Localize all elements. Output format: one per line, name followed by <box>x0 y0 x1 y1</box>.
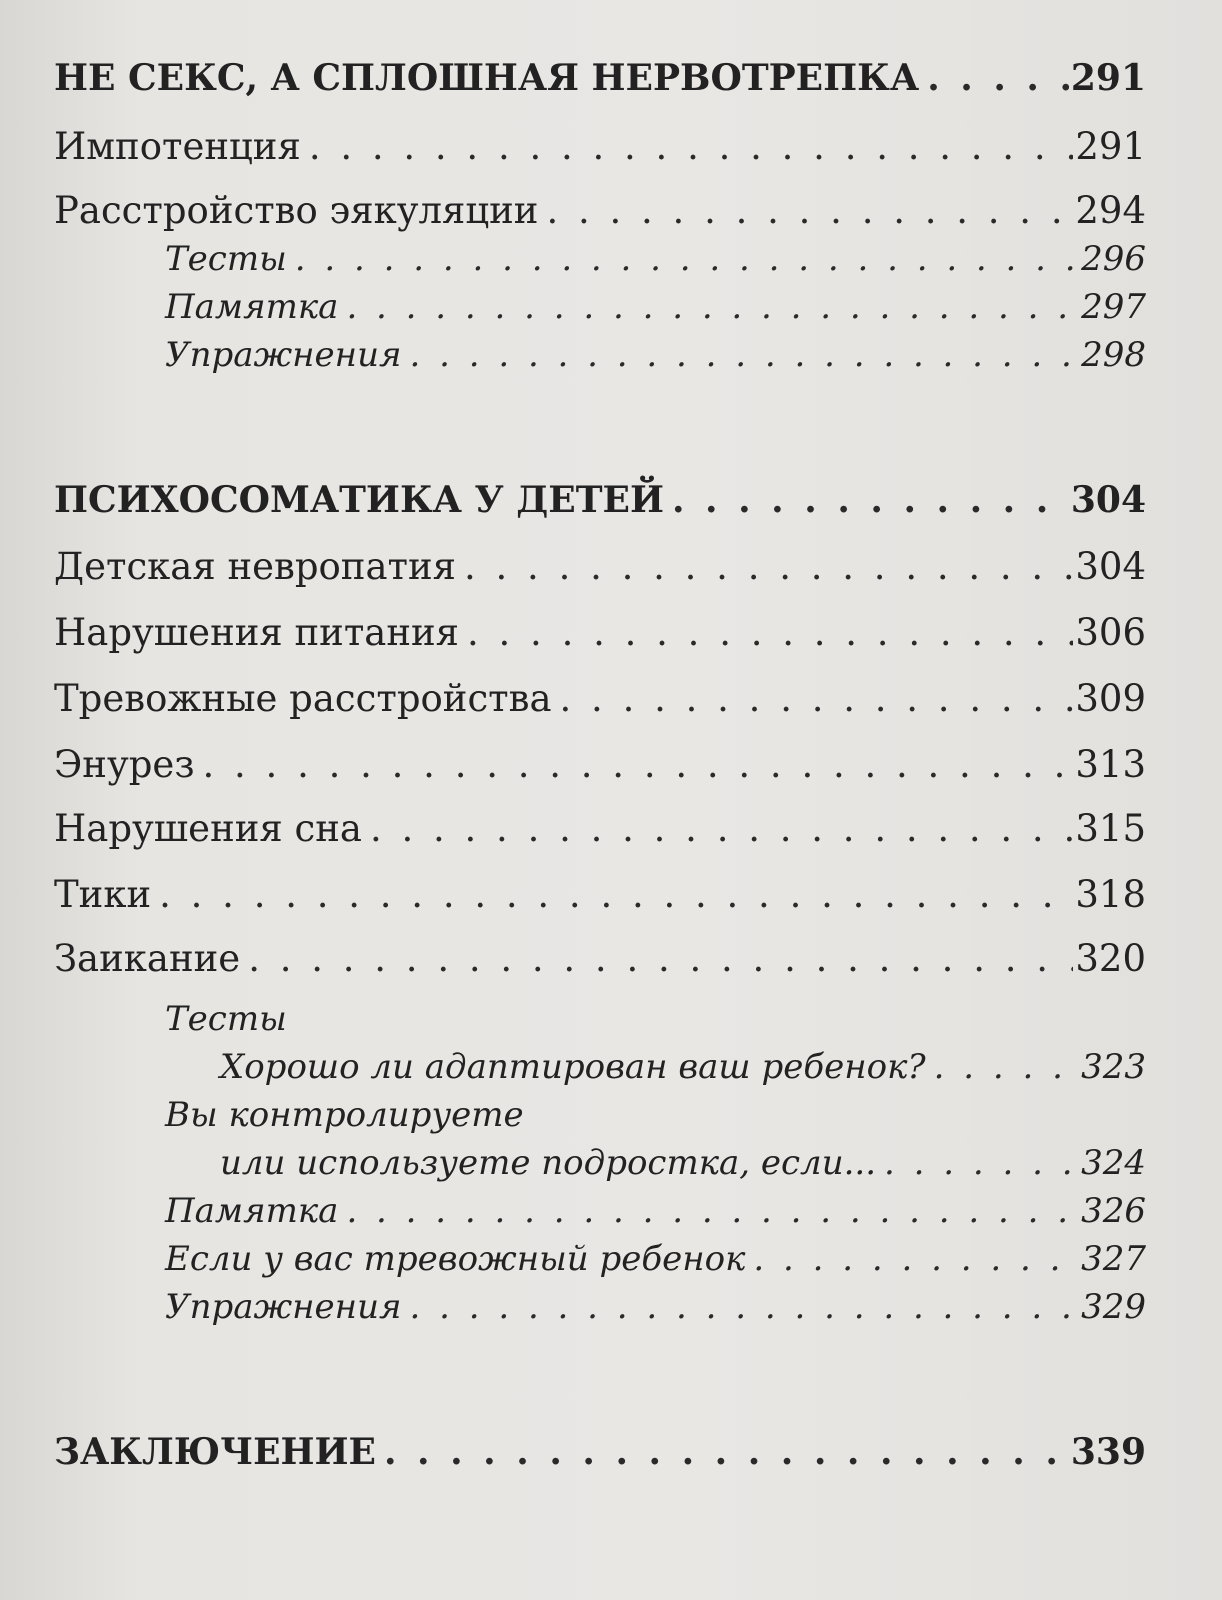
toc-heading-conclusion[interactable] <box>54 1431 1146 1473</box>
toc-page-number: 315 <box>1075 807 1146 850</box>
dot-leader <box>884 1146 1079 1180</box>
toc-entry-sleep-disorders[interactable] <box>54 807 1146 850</box>
toc-page-number: 294 <box>1075 189 1146 232</box>
toc-label: Памятка <box>165 287 339 327</box>
toc-subheading-tests[interactable]: Тесты <box>165 999 287 1039</box>
toc-label: Если у вас тревожный ребенок <box>165 1239 746 1279</box>
toc-page-number: 318 <box>1075 873 1146 916</box>
toc-page-number: 306 <box>1075 611 1146 654</box>
dot-leader <box>159 876 1073 913</box>
toc-label: Детская невропатия <box>54 545 456 588</box>
toc-page-number: 309 <box>1075 677 1146 720</box>
dot-leader <box>672 482 1069 518</box>
toc-label: ПСИХОСОМАТИКА У ДЕТЕЙ <box>54 479 664 521</box>
dot-leader <box>346 1194 1079 1228</box>
toc-subentry-tests[interactable] <box>165 239 1146 279</box>
dot-leader <box>346 290 1079 324</box>
dot-leader <box>370 810 1073 847</box>
toc-subentry-memo[interactable] <box>165 1191 1146 1231</box>
toc-page-number: 297 <box>1081 287 1146 327</box>
toc-label: Тесты <box>165 239 287 279</box>
toc-page-number: 329 <box>1081 1287 1146 1327</box>
toc-control-line1[interactable]: Вы контролируете <box>165 1095 524 1135</box>
toc-label: Хорошо ли адаптирован ваш ребенок? <box>220 1047 926 1087</box>
toc-entry-tics[interactable] <box>54 873 1146 916</box>
dot-leader <box>409 1290 1079 1324</box>
dot-leader <box>464 548 1073 585</box>
dot-leader <box>384 1434 1069 1470</box>
dot-leader <box>467 614 1073 651</box>
dot-leader <box>934 1050 1079 1084</box>
toc-label: Тики <box>54 873 152 916</box>
toc-label: Нарушения питания <box>54 611 460 654</box>
toc-entry-impotence[interactable] <box>54 125 1146 168</box>
toc-test-adaptation[interactable] <box>220 1047 1146 1087</box>
toc-page-number: 304 <box>1070 479 1146 521</box>
toc-label: Памятка <box>165 1191 339 1231</box>
toc-page-number: 324 <box>1081 1143 1146 1183</box>
toc-subentry-exercises[interactable] <box>165 1287 1146 1327</box>
toc-heading-not-sex[interactable] <box>54 57 1146 99</box>
toc-page-number: 323 <box>1081 1047 1146 1087</box>
dot-leader <box>753 1242 1079 1276</box>
dot-leader <box>560 680 1074 717</box>
toc-page-number: 327 <box>1081 1239 1146 1279</box>
toc-page-number: 320 <box>1075 937 1146 980</box>
toc-subentry-memo[interactable] <box>165 287 1146 327</box>
dot-leader <box>309 128 1074 165</box>
toc-control-line2[interactable] <box>220 1143 1146 1183</box>
toc-entry-enuresis[interactable] <box>54 743 1146 786</box>
toc-page-number: 339 <box>1070 1431 1146 1473</box>
toc-heading-psychosomatics-children[interactable] <box>54 479 1146 521</box>
toc-entry-anxiety-disorders[interactable] <box>54 677 1146 720</box>
toc-label: Заикание <box>54 937 241 980</box>
toc-page-number: 326 <box>1081 1191 1146 1231</box>
toc-label: Импотенция <box>54 125 301 168</box>
toc-label: ЗАКЛЮЧЕНИЕ <box>54 1431 376 1473</box>
dot-leader <box>546 192 1073 229</box>
toc-label: Упражнения <box>165 1287 402 1327</box>
toc-page-number: 291 <box>1075 125 1146 168</box>
toc-label: Тревожные расстройства <box>54 677 552 720</box>
toc-page-number: 291 <box>1070 57 1146 99</box>
toc-page-number: 298 <box>1081 335 1146 375</box>
dot-leader <box>248 940 1073 977</box>
toc-label: Нарушения сна <box>54 807 362 850</box>
toc-page-number: 313 <box>1075 743 1146 786</box>
toc-label: или используете подростка, если... <box>220 1143 877 1183</box>
toc-entry-stuttering[interactable] <box>54 937 1146 980</box>
toc-label: НЕ СЕКС, А СПЛОШНАЯ НЕРВОТРЕПКА <box>54 57 920 99</box>
dot-leader <box>203 746 1074 783</box>
dot-leader <box>295 242 1079 276</box>
toc-label: Расстройство эякуляции <box>54 189 539 232</box>
toc-subentry-anxious-child[interactable] <box>165 1239 1146 1279</box>
toc-subentry-exercises[interactable] <box>165 335 1146 375</box>
dot-leader <box>927 60 1069 96</box>
toc-entry-neuropathy[interactable] <box>54 545 1146 588</box>
toc-entry-ejaculation-disorder[interactable] <box>54 189 1146 232</box>
toc-label: Упражнения <box>165 335 402 375</box>
toc-entry-eating-disorders[interactable] <box>54 611 1146 654</box>
toc-page-number: 304 <box>1075 545 1146 588</box>
dot-leader <box>409 338 1079 372</box>
toc-label: Энурез <box>54 743 195 786</box>
toc-page-number: 296 <box>1081 239 1146 279</box>
